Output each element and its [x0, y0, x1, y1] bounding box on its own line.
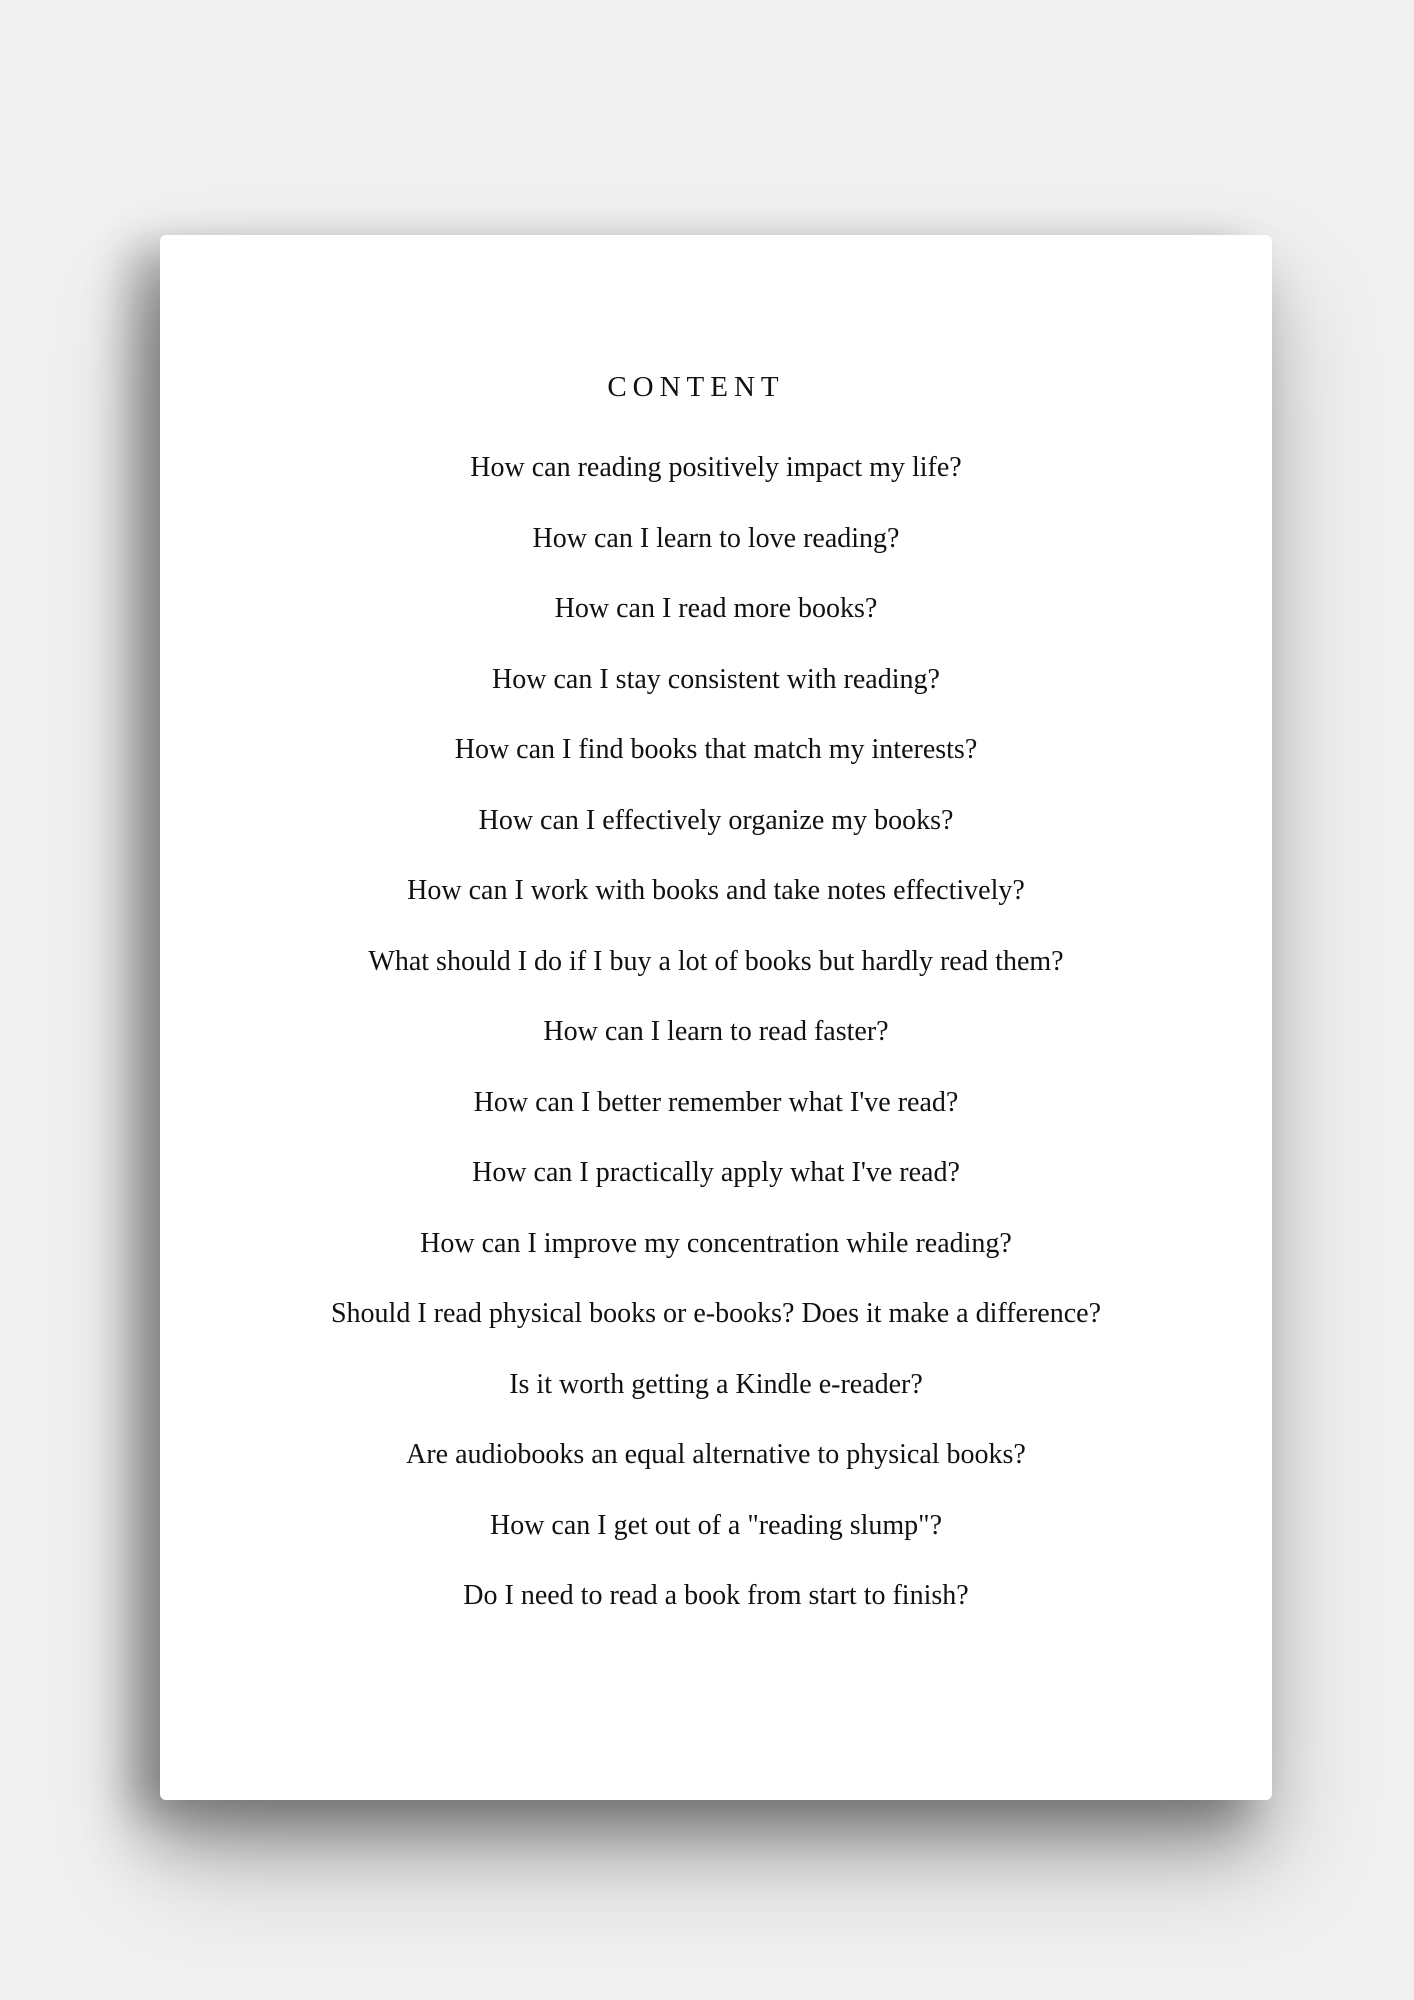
toc-item: How can I find books that match my interests?: [454, 734, 978, 765]
toc-item: How can I stay consistent with reading?: [492, 663, 940, 695]
toc-item: How can I better remember what I've read?: [473, 1086, 959, 1118]
toc-item: Should I read physical books or e-books? Does it make a difference?: [330, 1298, 1101, 1329]
toc-item: Do I need to read a book from start to finish?: [463, 1580, 969, 1611]
toc-item: How can I get out of a "reading slump"?: [489, 1509, 943, 1541]
toc-item: How can I effectively organize my books?: [478, 804, 954, 836]
page-title: CONTENT: [607, 371, 785, 403]
toc-item: How can I work with books and take notes effectively?: [407, 875, 1025, 906]
document-page: [160, 235, 1272, 1800]
table-of-contents: [160, 448, 1272, 1647]
toc-item: How can I practically apply what I've read?: [472, 1157, 960, 1188]
toc-item: How can I read more books?: [554, 593, 878, 624]
toc-item: Are audiobooks an equal alternative to physical books?: [406, 1439, 1026, 1470]
toc-item: How can I improve my concentration while reading?: [420, 1227, 1012, 1259]
toc-item: How can I learn to love reading?: [532, 522, 900, 554]
toc-item: How can reading positively impact my life?: [470, 452, 962, 483]
toc-item: How can I learn to read faster?: [543, 1016, 889, 1047]
toc-item: What should I do if I buy a lot of books but hardly read them?: [368, 945, 1064, 977]
toc-item: Is it worth getting a Kindle e-reader?: [509, 1368, 923, 1400]
